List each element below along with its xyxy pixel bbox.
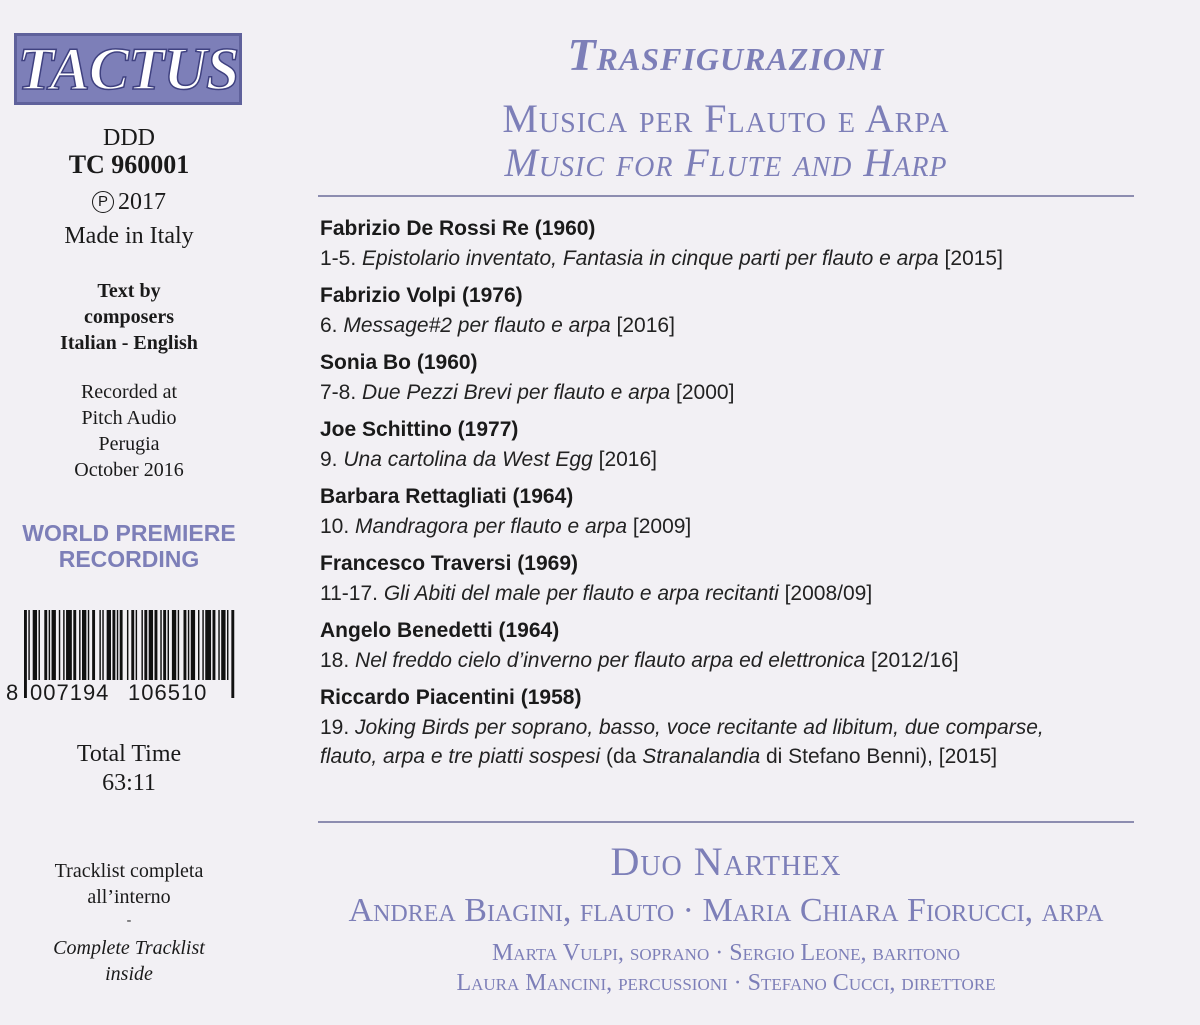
guest-performers-2: Laura Mancini, percussioni · Stefano Cucci, direttore	[456, 970, 996, 996]
album-subtitle-italian: Musica per Flauto e Arpa	[502, 96, 950, 141]
world-premiere-2: RECORDING	[58, 546, 200, 572]
tracklist-en-1: Complete Tracklist	[53, 937, 205, 959]
tactus-logo	[14, 33, 242, 105]
track-entry	[320, 683, 1150, 771]
text-languages: Italian - English	[60, 332, 198, 354]
copyright-line	[0, 186, 258, 218]
track-entry	[320, 616, 1150, 675]
work-line: 18. Nel freddo cielo d’inverno per flauto arpa ed elettronica [2012/16]	[320, 649, 959, 672]
barcode	[6, 610, 236, 706]
composer-name: Sonia Bo (1960)	[320, 351, 478, 374]
world-premiere-1: WORLD PREMIERE	[22, 520, 236, 546]
album-title: Trasfigurazioni	[567, 29, 885, 80]
composer-name: Fabrizio Volpi (1976)	[320, 284, 523, 307]
composer-name: Joe Schittino (1977)	[320, 418, 519, 441]
tracklist	[320, 214, 1150, 779]
composer-name: Barbara Rettagliati (1964)	[320, 485, 574, 508]
tracklist-separator: -	[126, 913, 132, 928]
track-entry	[320, 482, 1150, 541]
composer-name: Fabrizio De Rossi Re (1960)	[320, 217, 596, 240]
ensemble-name: Duo Narthex	[610, 839, 842, 884]
work-line: 11-17. Gli Abiti del male per flauto e arpa recitanti [2008/09]	[320, 582, 873, 605]
track-entry	[320, 214, 1150, 273]
tracklist-it-1: Tracklist completa	[54, 860, 204, 882]
recorded-at-4: October 2016	[74, 459, 184, 481]
total-time-value: 63:11	[102, 770, 156, 796]
recorded-at-1: Recorded at	[80, 381, 178, 403]
guest-performers-1: Marta Vulpi, soprano · Sergio Leone, baritono	[491, 940, 961, 966]
composer-name: Angelo Benedetti (1964)	[320, 619, 560, 642]
track-entry	[320, 348, 1150, 407]
barcode-group-2: 106510	[128, 680, 208, 705]
composer-name: Francesco Traversi (1969)	[320, 552, 578, 575]
catalog-number: TC 960001	[68, 150, 190, 179]
total-time-label: Total Time	[76, 741, 182, 767]
album-subtitle-english: Music for Flute and Harp	[504, 140, 948, 185]
track-entry	[320, 281, 1150, 340]
work-line: 9. Una cartolina da West Egg [2016]	[320, 448, 658, 471]
tracklist-it-2: all’interno	[87, 886, 171, 908]
work-line-continued: flauto, arpa e tre piatti sospesi (da Stranalandia di Stefano Benni), [2015]	[320, 745, 998, 768]
copyright-year: 2017	[118, 189, 166, 215]
work-line: 19. Joking Birds per soprano, basso, voce recitante ad libitum, due comparse,	[320, 716, 1044, 739]
text-by-2: composers	[84, 306, 174, 328]
track-entry	[320, 415, 1150, 474]
work-line: 7-8. Due Pezzi Brevi per flauto e arpa [2000]	[320, 381, 735, 404]
left-column	[0, 0, 258, 1025]
composer-name: Riccardo Piacentini (1958)	[320, 686, 582, 709]
barcode-first-digit: 8	[6, 680, 19, 705]
main-performers: Andrea Biagini, flauto · Maria Chiara Fiorucci, arpa	[348, 892, 1104, 929]
logo-text: TACTUS	[17, 36, 239, 102]
top-divider	[318, 195, 1134, 197]
text-by-1: Text by	[97, 280, 161, 302]
work-line: 10. Mandragora per flauto e arpa [2009]	[320, 515, 692, 538]
made-in: Made in Italy	[64, 223, 194, 249]
barcode-group-1: 007194	[30, 680, 110, 705]
recorded-at-3: Perugia	[98, 433, 160, 455]
format-label: DDD	[103, 125, 155, 151]
work-line: 1-5. Epistolario inventato, Fantasia in cinque parti per flauto e arpa [2015]	[320, 247, 1003, 270]
tracklist-en-2: inside	[105, 963, 153, 985]
recorded-at-2: Pitch Audio	[81, 407, 177, 429]
work-line: 6. Message#2 per flauto e arpa [2016]	[320, 314, 675, 337]
bottom-divider	[318, 821, 1134, 823]
phonogram-icon: P	[92, 191, 114, 213]
track-entry	[320, 549, 1150, 608]
